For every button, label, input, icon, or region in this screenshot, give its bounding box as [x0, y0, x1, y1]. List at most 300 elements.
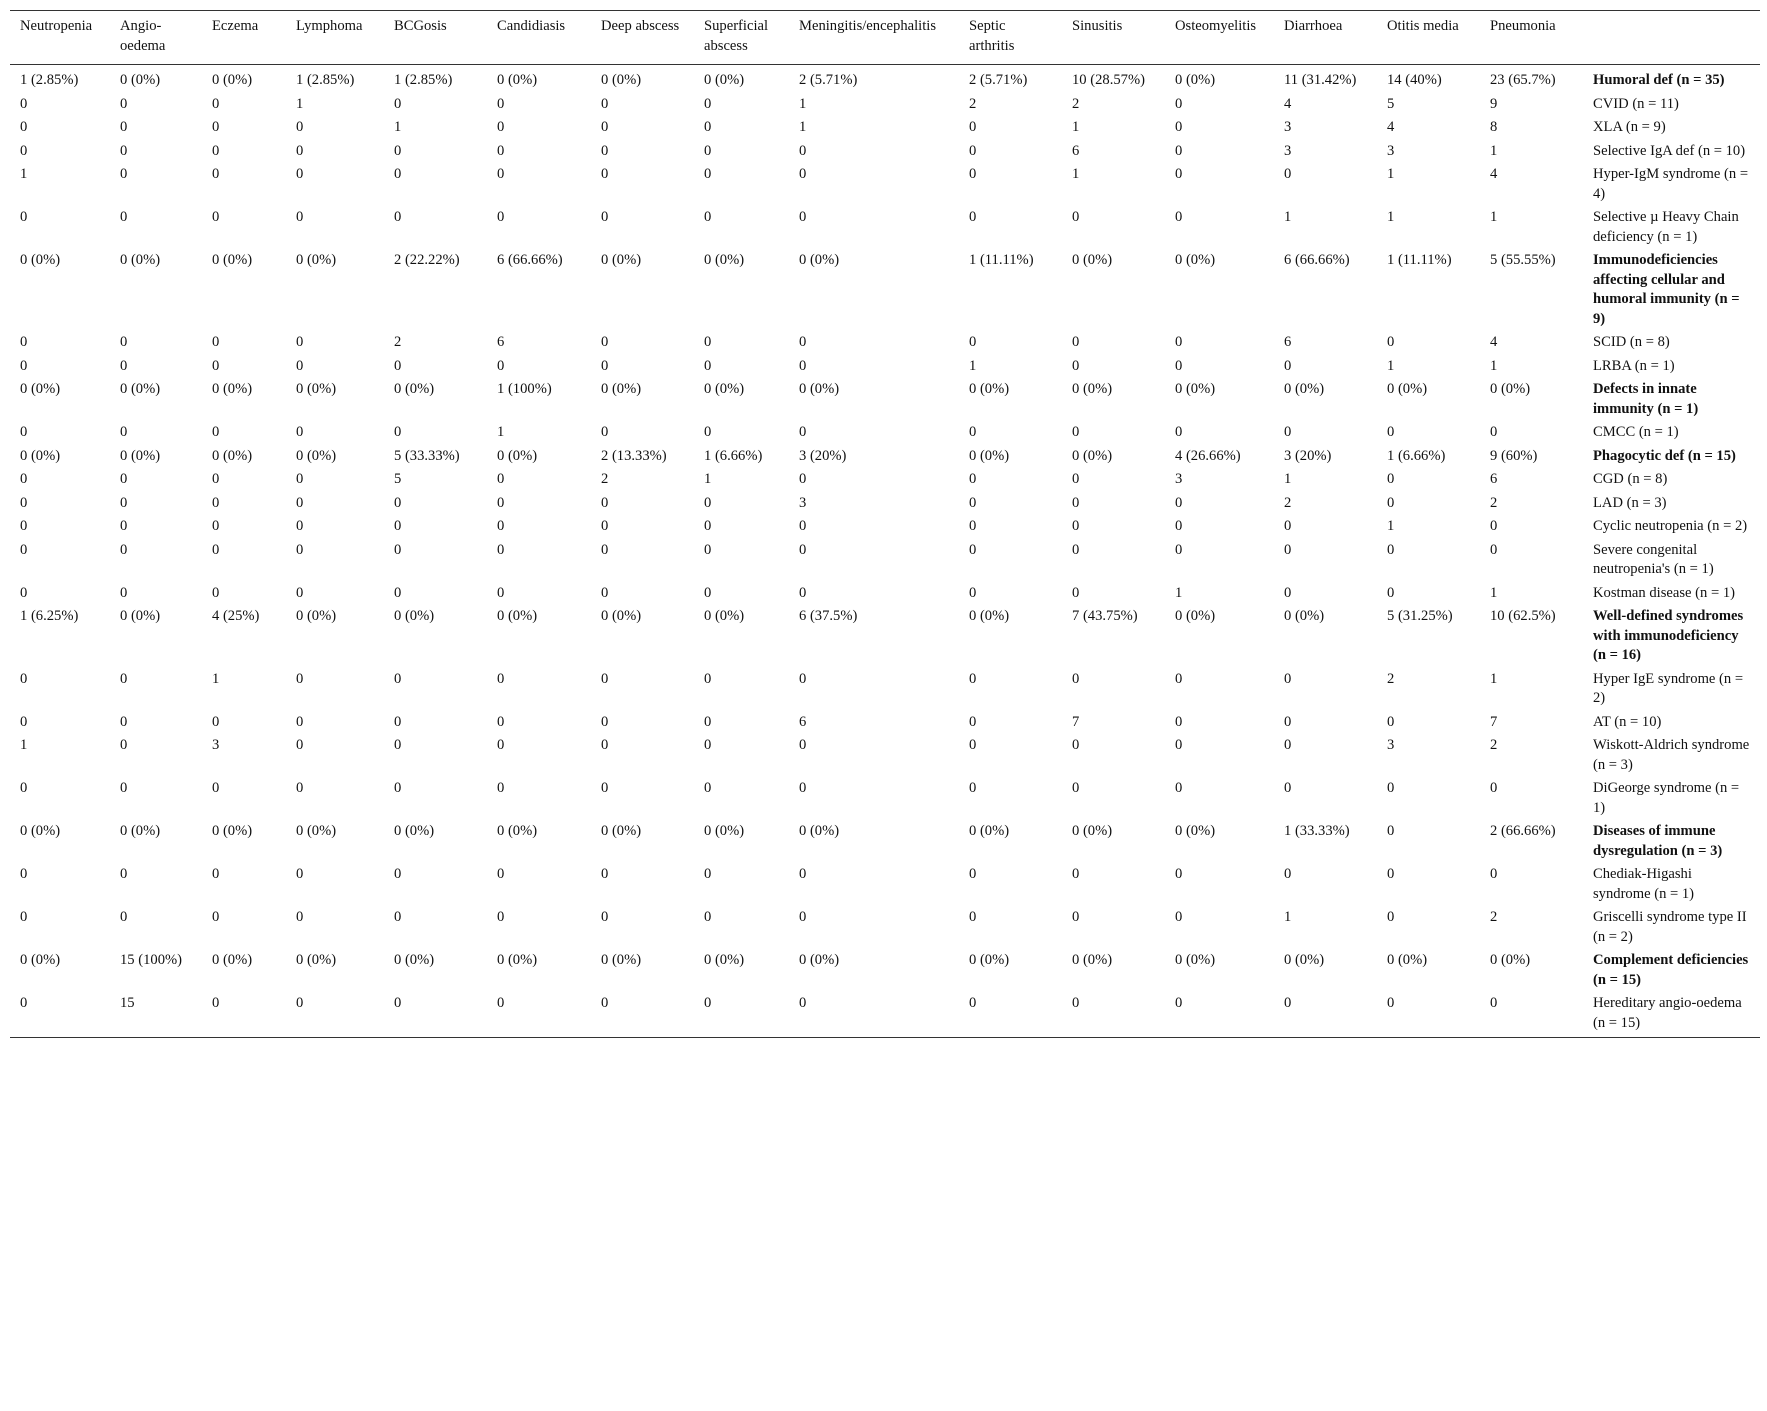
- table-cell: 0: [212, 334, 220, 350]
- group-label: Diseases of immune dysregulation (n = 3): [1593, 823, 1723, 859]
- table-cell: 0: [601, 866, 609, 882]
- table-cell: 0: [601, 166, 609, 182]
- row-label: Griscelli syndrome type II (n = 2): [1593, 909, 1747, 945]
- table-row: [10, 735, 1760, 778]
- table-cell: 0: [601, 95, 609, 112]
- table-cell: 0 (0%): [601, 72, 642, 88]
- table-cell: 1: [799, 119, 807, 135]
- table-cell: 0: [497, 166, 505, 182]
- table-cell: 1: [497, 424, 505, 440]
- table-cell: 1 (6.66%): [1387, 447, 1446, 464]
- table-row: [10, 332, 1760, 356]
- table-cell: 0 (0%): [497, 72, 538, 88]
- row-label: Severe congenital neutropenia's (n = 1): [1593, 541, 1714, 577]
- table-cell: 0: [497, 142, 505, 159]
- table-cell: 0: [1490, 780, 1498, 796]
- table-cell: 1: [1490, 142, 1498, 159]
- table-cell: 0: [394, 518, 402, 534]
- table-cell: 15 (100%): [120, 952, 183, 968]
- table-cell: 1 (33.33%): [1284, 823, 1350, 839]
- table-cell: 0: [212, 584, 220, 601]
- table-cell: 0 (0%): [601, 823, 642, 839]
- table-cell: 0: [120, 584, 128, 601]
- table-cell: 0: [296, 471, 304, 487]
- table-cell: 0 (0%): [1072, 823, 1113, 839]
- table-cell: 1: [1387, 209, 1395, 225]
- table-cell: 0: [394, 209, 402, 225]
- row-label: Selective IgA def (n = 10): [1593, 142, 1746, 159]
- row-label: XLA (n = 9): [1593, 119, 1666, 135]
- table-cell: 0: [799, 357, 807, 374]
- table-cell: 0: [296, 494, 304, 511]
- table-cell: 0: [20, 866, 28, 882]
- table-cell: 0: [601, 584, 609, 601]
- table-cell: 0: [1072, 209, 1080, 225]
- table-cell: 0: [1175, 670, 1183, 687]
- table-row: [10, 712, 1760, 736]
- table-cell: 2: [1284, 494, 1292, 511]
- table-cell: 0 (0%): [704, 381, 745, 397]
- table-cell: 1: [1284, 909, 1292, 925]
- table-cell: 0 (0%): [20, 447, 61, 464]
- table-cell: 0: [20, 541, 28, 558]
- column-header: BCGosis: [384, 11, 487, 65]
- table-cell: 0: [497, 670, 505, 687]
- table-cell: 0: [969, 909, 977, 925]
- table-cell: 0 (0%): [799, 823, 840, 839]
- table-cell: 0 (0%): [969, 952, 1010, 968]
- table-cell: 0 (0%): [296, 252, 337, 268]
- table-row: [10, 993, 1760, 1038]
- table-cell: 0 (0%): [1175, 72, 1216, 88]
- table-cell: 4: [1490, 334, 1498, 350]
- group-label: Humoral def (n = 35): [1593, 72, 1725, 88]
- table-cell: 0 (0%): [704, 252, 745, 268]
- table-cell: 0: [20, 518, 28, 534]
- table-cell: 0: [799, 209, 807, 225]
- table-cell: 0: [969, 142, 977, 159]
- table-cell: 0: [704, 142, 712, 159]
- table-cell: 0: [394, 713, 402, 730]
- table-cell: 0: [296, 357, 304, 374]
- table-cell: 0: [969, 334, 977, 350]
- table-cell: 0: [799, 541, 807, 558]
- table-cell: 2: [1072, 95, 1080, 112]
- table-cell: 0: [1165, 993, 1274, 1038]
- table-cell: 7: [1072, 713, 1080, 730]
- table-cell: 0 (0%): [969, 823, 1010, 839]
- table-cell: 0: [1490, 541, 1498, 558]
- table-cell: 0: [704, 424, 712, 440]
- table-cell: 23 (65.7%): [1490, 72, 1556, 88]
- table-cell: 2: [1387, 670, 1395, 687]
- table-cell: 0 (0%): [1387, 381, 1428, 397]
- table-cell: 0 (0%): [704, 608, 745, 624]
- table-cell: 0: [1284, 541, 1292, 558]
- table-cell: 1 (11.11%): [969, 252, 1034, 268]
- table-cell: 0: [1175, 95, 1183, 112]
- table-cell: 0: [20, 334, 28, 350]
- table-cell: 0 (0%): [497, 447, 538, 464]
- table-cell: 2 (5.71%): [969, 72, 1028, 88]
- table-cell: 0: [497, 866, 505, 882]
- row-label: LAD (n = 3): [1593, 494, 1667, 511]
- column-header: Pneumonia: [1480, 11, 1583, 65]
- column-header: Angio-oedema: [110, 11, 202, 65]
- table-cell: 0: [1175, 541, 1183, 558]
- table-cell: 0: [497, 909, 505, 925]
- table-cell: 0 (0%): [212, 381, 253, 397]
- table-cell: 1: [1490, 209, 1498, 225]
- table-cell: 0: [296, 209, 304, 225]
- table-cell: 0 (0%): [120, 823, 161, 839]
- table-cell: 1: [1072, 166, 1080, 182]
- table-cell: 0: [384, 993, 487, 1038]
- table-cell: 0: [20, 909, 28, 925]
- table-cell: 0 (0%): [601, 952, 642, 968]
- table-cell: 0 (0%): [1387, 952, 1428, 968]
- table-cell: 0: [394, 541, 402, 558]
- table-cell: 0: [1387, 471, 1395, 487]
- table-cell: 2: [394, 334, 402, 350]
- table-cell: 0: [497, 713, 505, 730]
- table-cell: 0 (0%): [120, 447, 161, 464]
- table-cell: 0: [799, 424, 807, 440]
- table-cell: 0: [20, 424, 28, 440]
- row-label: Kostman disease (n = 1): [1593, 584, 1735, 601]
- table-cell: 0: [969, 166, 977, 182]
- table-cell: 0: [1175, 424, 1183, 440]
- table-cell: 10 (62.5%): [1490, 608, 1556, 624]
- column-header: Neutropenia: [10, 11, 110, 65]
- group-label: Immunodeficiencies affecting cellular and humoral immunity (n = 9): [1593, 252, 1740, 327]
- table-cell: 1: [1284, 209, 1292, 225]
- table-cell: 0: [799, 780, 807, 796]
- table-cell: 9: [1490, 95, 1498, 112]
- table-cell: 0: [1072, 780, 1080, 796]
- table-cell: 0: [704, 209, 712, 225]
- table-cell: 0: [1175, 357, 1183, 374]
- table-cell: 0: [20, 713, 28, 730]
- table-cell: 0 (0%): [497, 952, 538, 968]
- table-cell: 0: [799, 166, 807, 182]
- table-cell: 0: [601, 357, 609, 374]
- table-cell: 0: [120, 357, 128, 374]
- table-cell: 0: [704, 166, 712, 182]
- table-cell: 0: [120, 142, 128, 159]
- table-cell: 2 (66.66%): [1490, 823, 1556, 839]
- table-cell: 5 (33.33%): [394, 447, 460, 464]
- table-cell: 0: [120, 909, 128, 925]
- table-cell: 0: [799, 866, 807, 882]
- row-label: LRBA (n = 1): [1593, 357, 1675, 374]
- table-cell: 0 (0%): [120, 381, 161, 397]
- group-label: Phagocytic def (n = 15): [1593, 447, 1736, 464]
- table-cell: 2: [1490, 494, 1498, 511]
- table-cell: 0: [20, 670, 28, 687]
- table-cell: 0: [10, 993, 110, 1038]
- table-cell: 0: [20, 119, 28, 135]
- table-cell: 10 (28.57%): [1072, 72, 1145, 88]
- table-cell: 0: [20, 95, 28, 112]
- table-cell: 0: [1284, 584, 1292, 601]
- table-cell: 0: [296, 737, 304, 753]
- table-row: [10, 669, 1760, 712]
- table-cell: 0: [969, 866, 977, 882]
- table-cell: 0: [394, 166, 402, 182]
- table-cell: 0: [601, 424, 609, 440]
- table-cell: 0: [120, 737, 128, 753]
- table-cell: 0 (0%): [1284, 952, 1325, 968]
- table-cell: 1: [1387, 357, 1395, 374]
- table-cell: 0: [1072, 357, 1080, 374]
- table-cell: 3: [1387, 142, 1395, 159]
- table-cell: 0: [487, 993, 591, 1038]
- table-cell: 0 (0%): [1175, 952, 1216, 968]
- table-cell: 6 (37.5%): [799, 608, 858, 624]
- table-cell: 0 (0%): [799, 381, 840, 397]
- table-cell: 0: [601, 518, 609, 534]
- table-cell: 0: [120, 424, 128, 440]
- column-header: Eczema: [202, 11, 286, 65]
- table-cell: 1 (6.25%): [20, 608, 79, 624]
- table-cell: 0: [799, 584, 807, 601]
- table-cell: 0 (0%): [704, 823, 745, 839]
- table-cell: 1: [799, 95, 807, 112]
- table-cell: 0: [120, 119, 128, 135]
- table-cell: 0: [1175, 119, 1183, 135]
- group-row: [10, 446, 1760, 470]
- table-cell: 0: [799, 518, 807, 534]
- table-cell: 4 (25%): [212, 608, 260, 624]
- table-cell: 0: [1284, 670, 1292, 687]
- table-cell: 0 (0%): [601, 608, 642, 624]
- row-label: Wiskott-Aldrich syndrome (n = 3): [1593, 737, 1750, 773]
- table-cell: 8: [1490, 119, 1498, 135]
- table-cell: 2 (22.22%): [394, 252, 460, 268]
- table-cell: 0: [497, 95, 505, 112]
- table-row: [10, 540, 1760, 583]
- table-cell: 0: [212, 119, 220, 135]
- table-cell: 0: [789, 993, 959, 1038]
- table-cell: 0: [1175, 209, 1183, 225]
- table-cell: 0 (0%): [1284, 381, 1325, 397]
- table-cell: 0 (0%): [1490, 952, 1531, 968]
- table-cell: 0 (0%): [20, 252, 61, 268]
- table-row: [10, 469, 1760, 493]
- table-cell: 0: [296, 713, 304, 730]
- table-cell: 0 (0%): [969, 447, 1010, 464]
- group-row: [10, 950, 1760, 993]
- table-cell: 0: [969, 494, 977, 511]
- table-cell: 0: [497, 541, 505, 558]
- table-cell: 2: [1490, 737, 1498, 753]
- table-cell: 0: [704, 95, 712, 112]
- table-cell: 1 (2.85%): [20, 72, 79, 88]
- table-cell: 0: [1284, 866, 1292, 882]
- table-cell: 0 (0%): [20, 952, 61, 968]
- group-row: [10, 379, 1760, 422]
- table-cell: 0: [601, 209, 609, 225]
- table-cell: 0: [1387, 541, 1395, 558]
- table-cell: 0 (0%): [799, 952, 840, 968]
- row-label: CMCC (n = 1): [1593, 424, 1679, 440]
- table-cell: 0 (0%): [497, 823, 538, 839]
- group-row: [10, 65, 1760, 94]
- table-cell: 0: [969, 780, 977, 796]
- table-cell: 0: [212, 471, 220, 487]
- table-cell: 0: [799, 334, 807, 350]
- table-cell: 0 (0%): [120, 608, 161, 624]
- table-cell: 0: [394, 737, 402, 753]
- table-cell: 0: [20, 494, 28, 511]
- table-cell: 0: [1072, 471, 1080, 487]
- table-cell: 3 (20%): [799, 447, 847, 464]
- table-cell: 0: [1387, 584, 1395, 601]
- table-cell: 0: [969, 584, 977, 601]
- table-cell: 0: [694, 993, 789, 1038]
- table-cell: 0: [969, 670, 977, 687]
- table-cell: 1: [1490, 584, 1498, 601]
- table-cell: 0: [1284, 737, 1292, 753]
- table-cell: 0: [1284, 357, 1292, 374]
- table-cell: 0: [394, 142, 402, 159]
- table-cell: 0: [969, 518, 977, 534]
- table-row: [10, 864, 1760, 907]
- column-header: Lymphoma: [286, 11, 384, 65]
- table-cell: 0: [296, 424, 304, 440]
- table-cell: 0: [497, 357, 505, 374]
- table-cell: 0: [601, 909, 609, 925]
- table-cell: 0: [601, 713, 609, 730]
- column-header: Sinusitis: [1062, 11, 1165, 65]
- table-cell: 1: [1490, 670, 1498, 687]
- table-cell: 0: [704, 737, 712, 753]
- table-cell: 0: [296, 119, 304, 135]
- group-row: [10, 821, 1760, 864]
- table-cell: 0: [1387, 909, 1395, 925]
- table-cell: 0 (0%): [20, 823, 61, 839]
- table-cell: 0 (0%): [20, 381, 61, 397]
- table-cell: 0 (0%): [296, 447, 337, 464]
- table-cell: 0 (0%): [969, 608, 1010, 624]
- table-cell: 0 (0%): [394, 823, 435, 839]
- table-cell: 0 (0%): [704, 72, 745, 88]
- table-row: [10, 141, 1760, 165]
- table-cell: 0: [1175, 780, 1183, 796]
- table-cell: 0: [497, 471, 505, 487]
- table-cell: 0: [1490, 518, 1498, 534]
- table-cell: 0 (0%): [212, 952, 253, 968]
- table-cell: 0: [286, 993, 384, 1038]
- table-cell: 2 (5.71%): [799, 72, 858, 88]
- table-cell: 0: [1387, 823, 1395, 839]
- table-cell: 0: [212, 518, 220, 534]
- table-cell: 0: [212, 209, 220, 225]
- table-cell: 1: [1387, 518, 1395, 534]
- table-cell: 0 (0%): [120, 72, 161, 88]
- table-cell: 0: [1175, 713, 1183, 730]
- column-header: [1583, 11, 1760, 65]
- table-cell: 0: [296, 541, 304, 558]
- table-cell: 0: [202, 993, 286, 1038]
- table-cell: 0: [601, 737, 609, 753]
- table-cell: 0: [394, 670, 402, 687]
- table-cell: 0 (0%): [601, 252, 642, 268]
- table-cell: 0: [20, 209, 28, 225]
- table-cell: 0: [1072, 424, 1080, 440]
- table-cell: 0: [969, 209, 977, 225]
- column-header: Otitis media: [1377, 11, 1480, 65]
- table-cell: 0: [704, 713, 712, 730]
- table-cell: 0: [591, 993, 694, 1038]
- table-cell: 0: [120, 866, 128, 882]
- table-cell: 0: [1480, 993, 1583, 1038]
- table-cell: 0: [1284, 518, 1292, 534]
- row-label: Hyper IgE syndrome (n = 2): [1593, 670, 1744, 706]
- table-cell: 0: [969, 713, 977, 730]
- table-cell: 4: [1387, 119, 1395, 135]
- table-cell: 0: [212, 866, 220, 882]
- table-cell: 1: [969, 357, 977, 374]
- column-header: Deep abscess: [591, 11, 694, 65]
- table-cell: 0: [601, 780, 609, 796]
- table-cell: 0 (0%): [1072, 447, 1113, 464]
- table-cell: 0: [497, 737, 505, 753]
- row-label: Hereditary angio-oedema (n = 15): [1583, 993, 1760, 1038]
- table-cell: 0: [497, 518, 505, 534]
- table-cell: 0: [1377, 993, 1480, 1038]
- table-cell: 0: [120, 209, 128, 225]
- table-cell: 0: [212, 166, 220, 182]
- table-cell: 0: [969, 424, 977, 440]
- table-cell: 5: [394, 471, 402, 487]
- table-cell: 0: [1387, 866, 1395, 882]
- table-cell: 3: [1284, 142, 1292, 159]
- row-label: AT (n = 10): [1593, 713, 1662, 730]
- table-cell: 0: [497, 780, 505, 796]
- table-cell: 3: [1284, 119, 1292, 135]
- column-header: Diarrhoea: [1274, 11, 1377, 65]
- table-cell: 0: [1175, 866, 1183, 882]
- row-label: Hyper-IgM syndrome (n = 4): [1593, 166, 1749, 202]
- table-cell: 0: [704, 670, 712, 687]
- table-cell: 1: [1175, 584, 1183, 601]
- table-cell: 1 (6.66%): [704, 447, 763, 464]
- table-cell: 0 (0%): [212, 252, 253, 268]
- table-cell: 0: [969, 119, 977, 135]
- table-cell: 0: [1062, 993, 1165, 1038]
- table-cell: 0: [704, 780, 712, 796]
- table-cell: 0: [704, 494, 712, 511]
- table-cell: 6: [497, 334, 505, 350]
- table-cell: 0: [296, 166, 304, 182]
- row-label: CVID (n = 11): [1593, 95, 1679, 112]
- table-cell: 0: [959, 993, 1062, 1038]
- table-cell: 0 (0%): [394, 952, 435, 968]
- table-cell: 0: [120, 471, 128, 487]
- table-row: [10, 516, 1760, 540]
- table-cell: 4: [1490, 166, 1498, 182]
- table-cell: 0: [296, 142, 304, 159]
- table-row: [10, 164, 1760, 207]
- table-cell: 7 (43.75%): [1072, 608, 1138, 624]
- table-cell: 0: [296, 584, 304, 601]
- column-header: Osteomyelitis: [1165, 11, 1274, 65]
- table-row: [10, 493, 1760, 517]
- table-cell: 0: [296, 780, 304, 796]
- table-cell: 0: [394, 866, 402, 882]
